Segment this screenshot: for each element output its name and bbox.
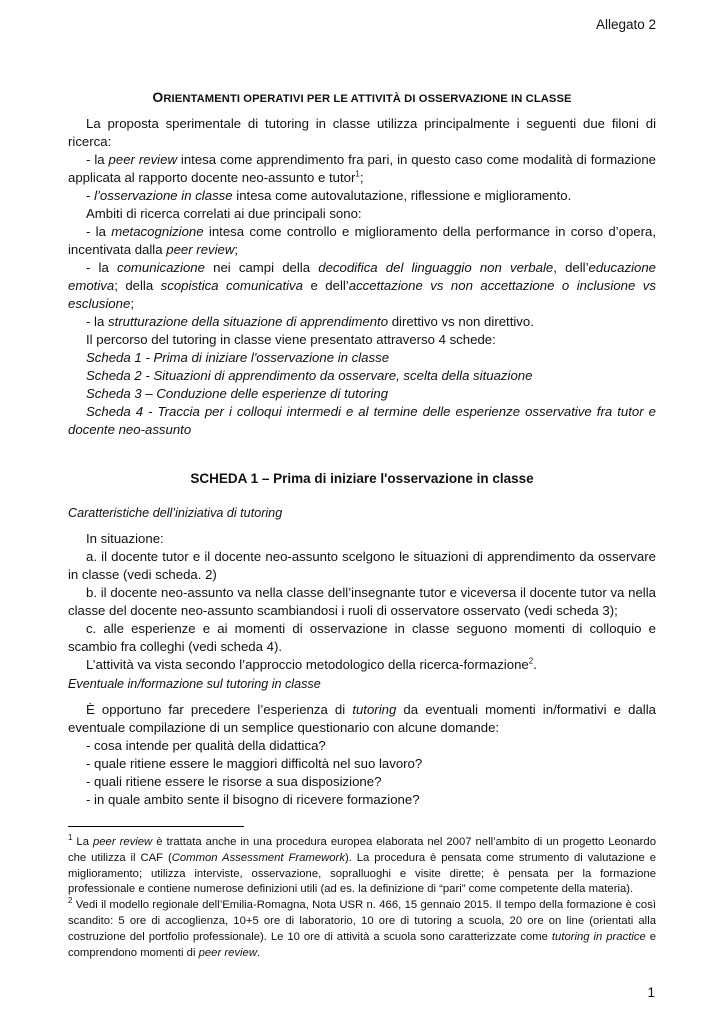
paragraph: b. il docente neo-assunto va nella classe dell’insegnante tutor e viceversa il docente tutor va nella classe del docente neo-assunto scambiandosi i ruoli di osservatore osservato (vedi scheda 3); bbox=[68, 585, 656, 618]
characteristics-section bbox=[68, 530, 656, 674]
attachment-label: Allegato 2 bbox=[595, 17, 656, 32]
paragraph: - la metacognizione intesa come controllo e miglioramento della performance in corso d’opera, incentivata dalla peer review; bbox=[68, 224, 656, 257]
footnote-separator bbox=[68, 826, 244, 827]
intro-section bbox=[68, 115, 656, 439]
question-item: - quale ritiene essere le maggiori difficoltà nel suo lavoro? bbox=[86, 756, 423, 771]
section-heading: SCHEDA 1 – Prima di iniziare l'osservazione in classe bbox=[190, 471, 534, 486]
paragraph: - l’osservazione in classe intesa come autovalutazione, riflessione e miglioramento. bbox=[86, 188, 572, 203]
information-section bbox=[68, 701, 656, 809]
footnotes bbox=[68, 835, 656, 961]
paragraph: È opportuno far precedere l’esperienza di tutoring da eventuali momenti in/formativi e dalla eventuale compilazione di un semplice questionario con alcune domande: bbox=[68, 702, 656, 735]
scheda-list-item: Scheda 2 - Situazioni di apprendimento da osservare, scelta della situazione bbox=[86, 368, 533, 383]
subsection-heading: Eventuale in/formazione sul tutoring in classe bbox=[68, 677, 321, 691]
paragraph: In situazione: bbox=[86, 531, 164, 546]
scheda-list-item: Scheda 3 – Conduzione delle esperienze di tutoring bbox=[86, 386, 389, 401]
paragraph: - la peer review intesa come apprendimento fra pari, in questo caso come modalità di formazione applicata al rapporto docente neo-assunto e tutor$^1$; bbox=[68, 152, 656, 185]
scheda-list-item: Scheda 4 - Traccia per i colloqui intermedi e al termine delle esperienze osservative fra tutor e docente neo-assunto bbox=[68, 404, 656, 437]
document-title: ORIENTAMENTI OPERATIVI PER LE ATTIVITÀ DI OSSERVAZIONE IN CLASSE bbox=[152, 89, 572, 105]
paragraph: - la comunicazione nei campi della decodifica del linguaggio non verbale, dell’educazione emotiva; della scopistica comunicativa e dell’accettazione vs non accettazione o inclusione vs esclusione; bbox=[68, 260, 657, 311]
paragraph: Il percorso del tutoring in classe viene presentato attraverso 4 schede: bbox=[86, 332, 496, 347]
question-item: - in quale ambito sente il bisogno di ricevere formazione? bbox=[86, 792, 420, 807]
paragraph: La proposta sperimentale di tutoring in classe utilizza principalmente i seguenti due filoni di ricerca: bbox=[68, 116, 656, 149]
question-item: - quali ritiene essere le risorse a sua disposizione? bbox=[86, 774, 382, 789]
page-number: 1 bbox=[647, 985, 655, 1000]
paragraph: Ambiti di ricerca correlati ai due principali sono: bbox=[86, 206, 362, 221]
footnote-ref: 2 bbox=[528, 656, 534, 666]
paragraph: a. il docente tutor e il docente neo-assunto scelgono le situazioni di apprendimento da osservare in classe (vedi scheda. 2) bbox=[68, 549, 656, 582]
paragraph: L’attività va vista secondo l’approccio metodologico della ricerca-formazione$^2$. bbox=[86, 656, 537, 672]
paragraph: - la strutturazione della situazione di apprendimento direttivo vs non direttivo. bbox=[86, 314, 534, 329]
footnote-ref: 1 bbox=[355, 169, 360, 179]
scheda-list-item: Scheda 1 - Prima di iniziare l'osservazione in classe bbox=[86, 350, 390, 365]
footnote: $^2$ Vedi il modello regionale dell’Emilia-Romagna, Nota USR n. 466, 15 gennaio 2015. Il tempo della formazione è così scandito: 5 ore di accoglienza, 10+5 ore di laboratorio, 10 ore di tutoring a scuola, 20 ore on line (orientati alla costruzione del portfolio professionale). Le 10 ore di attività a scuola sono caratterizzate come tutoring in practice e comprendono momenti di peer review. bbox=[68, 896, 657, 959]
paragraph: c. alle esperienze e ai momenti di osservazione in classe seguono momenti di colloquio e scambio fra colleghi (vedi scheda 4). bbox=[68, 621, 656, 654]
subsection-heading: Caratteristiche dell’iniziativa di tutoring bbox=[68, 506, 283, 520]
footnote: $^1$ La peer review è trattata anche in una procedura europea elaborata nel 2007 nell’ambito di un progetto Leonardo che utilizza il CAF (Common Assessment Framework). La procedura è pensata come strumento di valutazione e miglioramento; utilizza interviste, osservazione, sopralluoghi e visite dirette; è pensata per la formazione professionale e contiene numerose definizioni utili (ad es. la definizione di “pari” come competente della materia). bbox=[68, 833, 656, 896]
question-item: - cosa intende per qualità della didattica? bbox=[86, 738, 326, 753]
